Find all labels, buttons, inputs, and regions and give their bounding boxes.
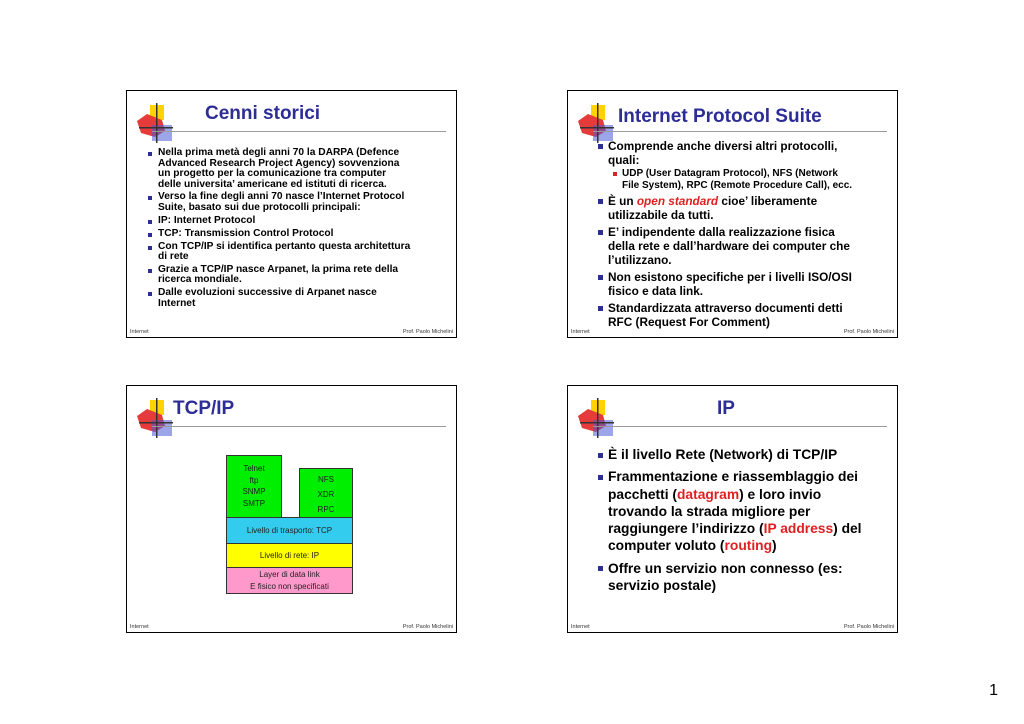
footer-right: Prof. Paolo Michelini — [843, 624, 894, 630]
footer-left: Internet — [130, 624, 149, 630]
footer-right: Prof. Paolo Michelini — [843, 329, 894, 335]
footer-left: Internet — [571, 624, 590, 630]
list-item: Standardizzata attraverso documenti detti RFC (Request For Comment) — [608, 301, 893, 329]
list-item: IP: Internet Protocol — [158, 216, 453, 227]
slide-title: Cenni storici — [205, 103, 321, 124]
sub-list-item: UDP (User Datagram Protocol), NFS (Network File System), RPC (Remote Procedure Call), ecc. — [622, 168, 893, 191]
list-item: Comprende anche diversi altri protocolli, quali: UDP (User Datagram Protocol), NFS (Network File System), RPC (Remote Procedure Call), ecc. — [608, 139, 893, 191]
footer-left: Internet — [571, 329, 590, 335]
sub-list — [622, 168, 893, 191]
list-item: E’ indipendente dalla realizzazione fisica della rete e dall’hardware dei computer che l’utilizzano. — [608, 225, 893, 267]
footer-right: Prof. Paolo Michelini — [402, 329, 453, 335]
list-item: Frammentazione e riassemblaggio dei pacchetti (datagram) e loro invio trovando la strada migliore per raggiungere l’indirizzo (IP address) del computer voluto (routing) — [608, 468, 893, 554]
title-divider — [593, 426, 887, 427]
slide-title: IP — [717, 398, 735, 419]
bullet-list — [608, 446, 893, 599]
slide-logo-icon — [576, 396, 620, 440]
list-item: Non esistono specifiche per i livelli ISO/OSI fisico e data link. — [608, 270, 893, 298]
routing-highlight: routing — [724, 538, 773, 554]
slide-ip — [567, 385, 898, 633]
rpc-protocols-block: NFS XDR RPC — [299, 468, 353, 518]
list-item: È un open standard cioe’ liberamente utilizzabile da tutti. — [608, 194, 893, 222]
slide-tcp-ip — [126, 385, 457, 633]
footer-right: Prof. Paolo Michelini — [402, 624, 453, 630]
link-layer-block: Layer di data link E fisico non specificati — [226, 567, 353, 594]
slide-title: Internet Protocol Suite — [618, 106, 822, 127]
list-item: Verso la fine degli anni 70 nasce l’Internet Protocol Suite, basato sui due protocolli principali: — [158, 192, 453, 213]
slide-cenni-storici — [126, 90, 457, 338]
title-divider — [152, 426, 446, 427]
title-divider — [152, 131, 446, 132]
footer-left: Internet — [130, 329, 149, 335]
slide-internet-protocol-suite — [567, 90, 898, 338]
list-item: Grazie a TCP/IP nasce Arpanet, la prima rete della ricerca mondiale. — [158, 265, 453, 286]
slide-title: TCP/IP — [173, 398, 235, 419]
list-item: È il livello Rete (Network) di TCP/IP — [608, 446, 893, 463]
slide-logo-icon — [135, 101, 179, 145]
list-item: TCP: Transmission Control Protocol — [158, 229, 453, 240]
transport-layer-block: Livello di trasporto: TCP — [226, 517, 353, 544]
list-item: Con TCP/IP si identifica pertanto questa architettura di rete — [158, 242, 453, 263]
application-protocols-block: Telnet ftp SNMP SMTP — [226, 455, 282, 519]
title-divider — [593, 131, 887, 132]
bullet-list — [158, 148, 453, 312]
network-layer-block: Livello di rete: IP — [226, 543, 353, 568]
ip-address-highlight: IP address — [763, 521, 834, 537]
datagram-highlight: datagram — [677, 486, 740, 502]
list-item: Offre un servizio non connesso (es: servizio postale) — [608, 560, 893, 595]
bullet-list — [608, 139, 893, 332]
page-number: 1 — [989, 682, 998, 699]
open-standard-highlight: open standard — [636, 194, 719, 208]
list-item: Nella prima metà degli anni 70 la DARPA (Defence Advanced Research Project Agency) sovvenziona un progetto per la comunicazione tra computer delle universita’ americane ed istituti di ricerca. — [158, 148, 453, 190]
list-item: Dalle evoluzioni successive di Arpanet nasce Internet — [158, 288, 453, 309]
